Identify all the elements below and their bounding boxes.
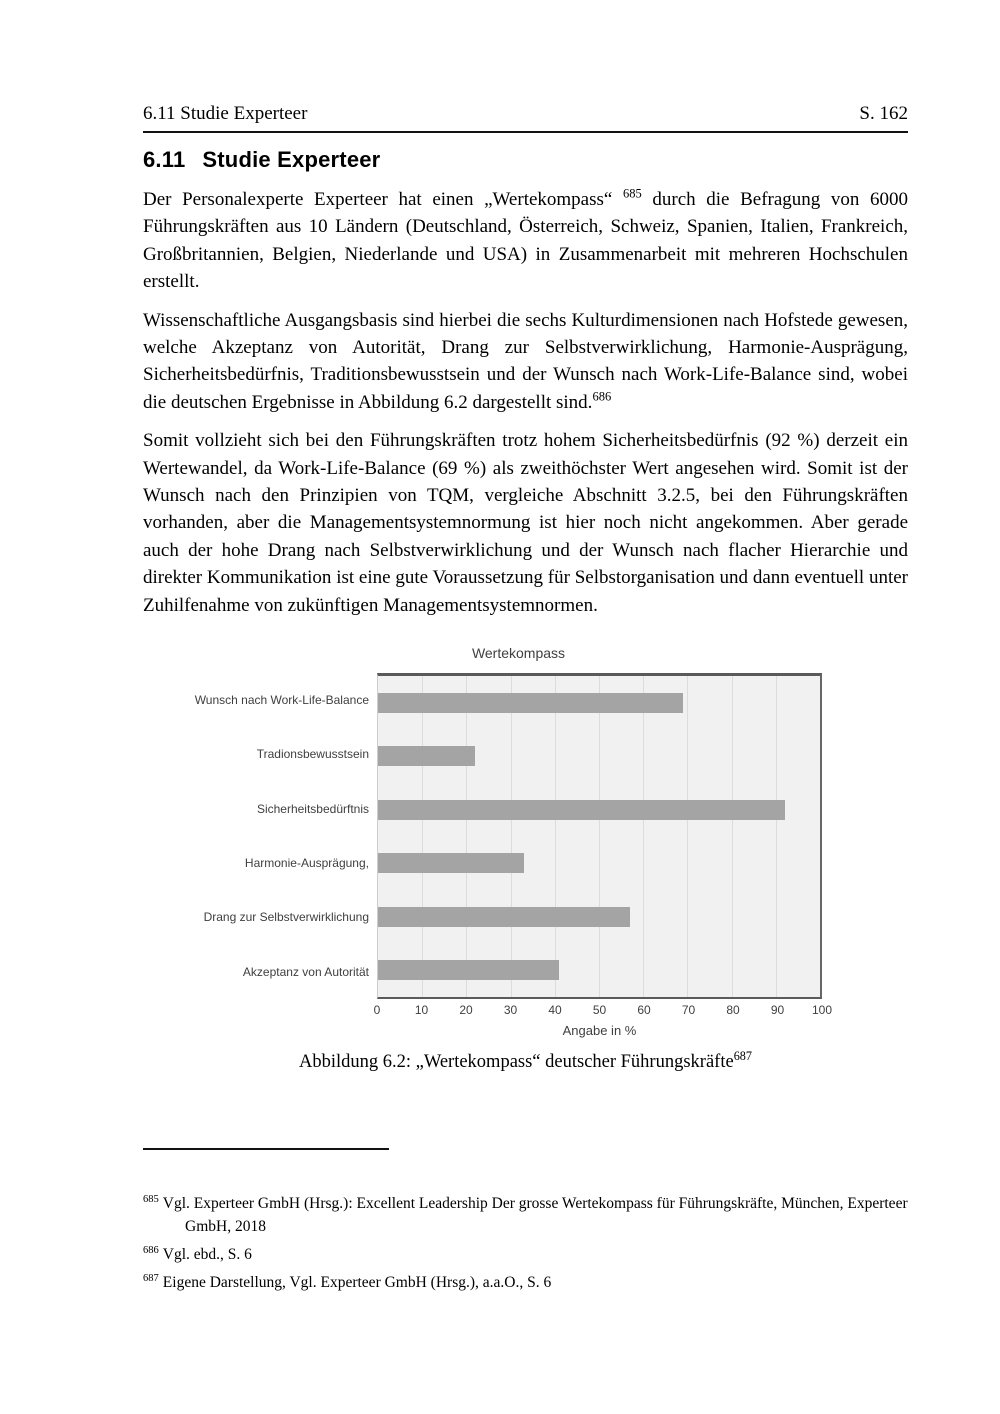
- bar-row: [378, 730, 820, 784]
- figure-caption: Abbildung 6.2: „Wertekompass“ deutscher Führungskräfte$^{687}$: [298, 1048, 752, 1072]
- bar-series: [378, 676, 820, 997]
- section-heading: [143, 147, 908, 173]
- category-label: Harmonie-Ausprägung,: [244, 856, 369, 871]
- bar: [378, 907, 630, 927]
- footnote-separator: [143, 1148, 389, 1150]
- bar: [378, 853, 524, 873]
- bar: [378, 960, 559, 980]
- wertekompass-figure: [194, 645, 833, 1038]
- footnote-text: Eigene Darstellung, Vgl. Experteer GmbH (Hrsg.), a.a.O., S. 6: [162, 1274, 552, 1291]
- bar: [378, 693, 683, 713]
- chart-plot: [377, 673, 822, 999]
- body-text: [143, 186, 908, 630]
- section-number: 6.11: [143, 147, 186, 172]
- footnote-ref: 686: [592, 389, 612, 404]
- paragraph: Somit vollzieht sich bei den Führungskräften trotz hohem Sicherheitsbedürfnis (92 %) derzeit ein Wertewandel, da Work-Life-Balance (69 %) als zweithöchster Wert angesehen wird. Somit ist der Wunsch nach den Prinzipien von TQM, vergleiche Abschnitt 3.2.5, bei den Führungskräften vorhanden, aber die Managementsystemnormung ist hier noch nicht angekommen. Aber gerade auch der hohe Drang nach Selbstverwirklichung und der Wunsch nach flacher Hierarchie und direkter Kommunikation ist eine gute Voraussetzung für Selbstorganisation und dann eventuell unter Zuhilfenahme von zukünftigen Managementsystemnormen.: [143, 430, 908, 616]
- category-label: Wunsch nach Work-Life-Balance: [194, 693, 369, 708]
- page-header: [143, 103, 908, 133]
- x-tick-label: 60: [637, 1003, 651, 1017]
- bar-row: [378, 944, 820, 998]
- x-axis-title: Angabe in %: [562, 1023, 637, 1038]
- footnote-number: 685: [143, 1193, 159, 1205]
- category-label: Sicherheitsbedürftnis: [256, 801, 369, 816]
- category-label: Drang zur Selbstverwirklichung: [203, 910, 369, 925]
- section-title: Studie Experteer: [202, 147, 381, 172]
- x-tick-label: 20: [459, 1003, 473, 1017]
- bar: [378, 746, 475, 766]
- x-tick-label: 0: [373, 1003, 381, 1017]
- x-tick-label: 100: [811, 1003, 833, 1017]
- x-tick-label: 10: [414, 1003, 429, 1017]
- footnote-number: 687: [143, 1272, 159, 1284]
- footnote-list: [143, 1192, 908, 1294]
- footnote-number: 686: [143, 1244, 159, 1256]
- footnotes-section: [143, 1148, 908, 1299]
- category-label: Akzeptanz von Autorität: [242, 964, 369, 979]
- chart-area: [194, 673, 822, 999]
- chart-title: Wertekompass: [471, 645, 566, 661]
- footnote: [143, 1271, 908, 1294]
- bar-row: [378, 890, 820, 944]
- x-tick-label: 30: [503, 1003, 518, 1017]
- paragraph: Wissenschaftliche Ausgangsbasis sind hierbei die sechs Kulturdimensionen nach Hofstede gewesen, welche Akzeptanz von Autorität, Drang zur Selbstverwirklichung, Harmonie-Ausprägung, Sicherheitsbedürfnis, Traditionsbewusstsein und der Wunsch nach Work-Life-Balance sind, wobei die deutschen Ergebnisse in Abbildung 6.2 dargestellt sind.$^{686}$: [143, 309, 908, 413]
- footnote-ref: 685: [622, 186, 642, 201]
- x-tick-label: 70: [681, 1003, 696, 1017]
- x-tick-label: 90: [770, 1003, 785, 1017]
- running-head: 6.11 Studie Experteer: [143, 103, 308, 124]
- x-axis-ticks: [373, 999, 833, 1017]
- footnote-text: Vgl. ebd., S. 6: [162, 1246, 252, 1263]
- category-label: Tradionsbewusstsein: [256, 747, 369, 762]
- bar-row: [378, 783, 820, 837]
- x-tick-label: 80: [726, 1003, 740, 1017]
- bar-row: [378, 837, 820, 891]
- footnote: [143, 1243, 908, 1266]
- footnote: [143, 1192, 908, 1238]
- category-axis-labels: [194, 673, 377, 999]
- footnote-text: Vgl. Experteer GmbH (Hrsg.): Excellent Leadership Der grosse Wertekompass für Führungskräfte, München, Experteer GmbH, 2018: [162, 1195, 908, 1235]
- bar: [378, 800, 785, 820]
- footnote-ref: 687: [733, 1048, 752, 1063]
- paragraph: Der Personalexperte Experteer hat einen „Wertekompass“ $^{685}$ durch die Befragung von 6000 Führungskräften aus 10 Ländern (Deutschland, Österreich, Schweiz, Spanien, Italien, Frankreich, Großbritannien, Belgien, Niederlande und USA) in Zusammenarbeit mit mehreren Hochschulen erstellt.: [143, 186, 909, 293]
- x-tick-label: 50: [592, 1003, 607, 1017]
- page-number: S. 162: [859, 103, 908, 124]
- x-tick-label: 40: [548, 1003, 562, 1017]
- bar-row: [378, 676, 820, 730]
